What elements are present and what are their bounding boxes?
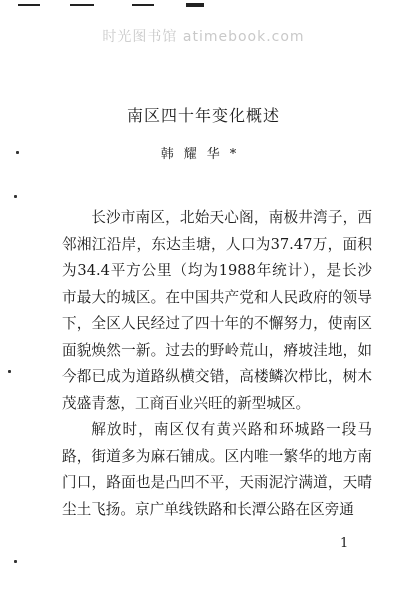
paragraph: 解放时，南区仅有黄兴路和环城路一段马路，街道多为麻石铺成。区内唯一繁华的地方南门口，路面也是凸凹不平，天雨泥泞满道，天晴尘土飞扬。京广单线铁路和长潭公路在区旁通 [62, 421, 372, 518]
margin-dot [14, 195, 17, 198]
margin-dot [14, 560, 17, 563]
author-name: 韩耀华* [160, 147, 247, 162]
article-title: 南区四十年变化概述 [126, 106, 280, 125]
page-number: 1 [340, 536, 349, 551]
margin-dot [16, 151, 19, 154]
scan-mark [132, 4, 154, 6]
article-body [62, 205, 372, 523]
scan-mark [70, 4, 94, 6]
paragraph: 长沙市南区，北始天心阁，南极井湾子，西邻湘江沿岸，东达圭塘，人口为37.47万，面积为34.4平方公里（均为1988年统计），是长沙市最大的城区。在中国共产党和人民政府的领导下，全区人民经过了四十年的不懈努力，使南区面貌焕然一新。过去的野岭荒山，瘠坡洼地，如今都已成为道路纵横交错，高楼鳞次栉比，树木茂盛青葱，工商百业兴旺的新型城区。 [62, 209, 372, 412]
margin-dot [8, 370, 11, 373]
scan-top-marks [0, 0, 407, 10]
scan-mark [186, 3, 204, 7]
watermark: 时光图书馆 atimebook.com [102, 29, 305, 45]
scan-mark [18, 4, 40, 6]
